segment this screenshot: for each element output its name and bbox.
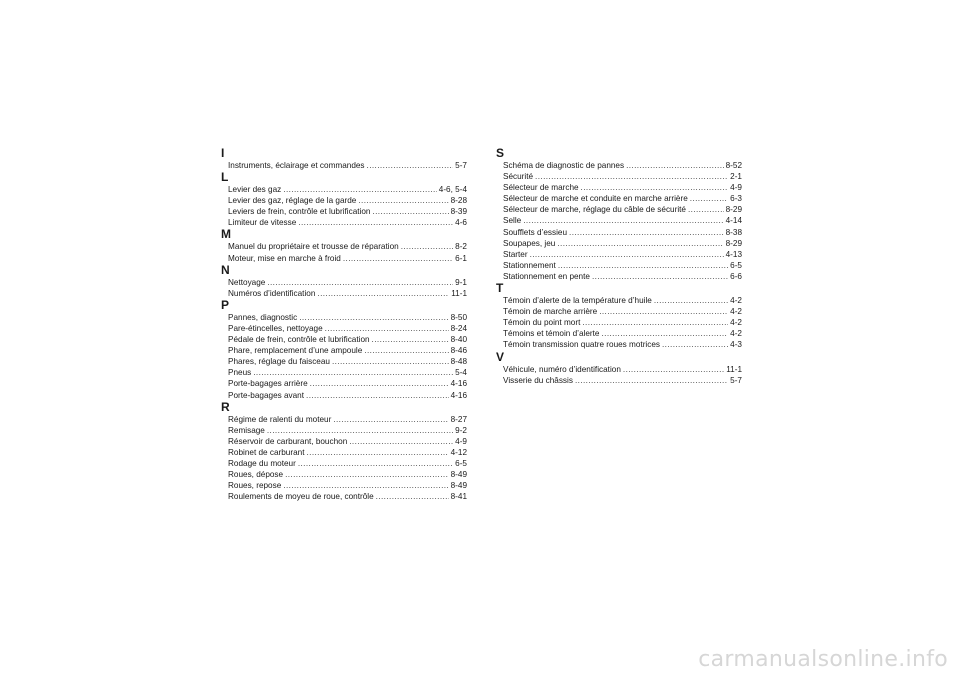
- index-entry-text: Sélecteur de marche et conduite en marche arrière: [503, 194, 688, 204]
- dot-leader: [267, 425, 453, 436]
- index-entry-page: 9-1: [455, 277, 467, 287]
- index-letter-v: V: [496, 349, 505, 364]
- index-entry-page: 6-6: [730, 271, 742, 281]
- index-entry: [496, 249, 742, 260]
- index-entry: [221, 184, 467, 195]
- dot-leader: [298, 217, 453, 228]
- index-entry-page: 8-27: [450, 414, 467, 424]
- index-entry-text: Levier des gaz: [228, 185, 282, 195]
- dot-leader: [558, 260, 728, 271]
- index-entry: [496, 306, 742, 317]
- index-entry-page: 8-38: [725, 227, 742, 237]
- dot-leader: [581, 182, 729, 193]
- index-entry-page: 8-29: [725, 205, 742, 215]
- index-entry-page: 8-52: [725, 161, 742, 170]
- index-entry: [496, 295, 742, 306]
- index-entry-page: 4-2: [730, 329, 742, 339]
- dot-leader: [690, 193, 728, 204]
- index-entry-page: 8-49: [450, 481, 467, 491]
- index-entry-text: Numéros d’identification: [228, 288, 316, 298]
- index-entry: [496, 339, 742, 350]
- index-entry: [496, 317, 742, 328]
- index-entry-text: Levier des gaz, réglage de la garde: [228, 196, 357, 206]
- index-entry: [221, 425, 467, 436]
- index-entry: [221, 356, 467, 367]
- index-entry: [496, 375, 742, 386]
- index-entry: [221, 312, 467, 323]
- index-entry-text: Limiteur de vitesse: [228, 218, 297, 228]
- dot-leader: [535, 171, 728, 182]
- index-entry-text: Pare-étincelles, nettoyage: [228, 323, 323, 333]
- index-letter-i: I: [221, 146, 225, 160]
- index-entry-text: Roues, dépose: [228, 470, 284, 480]
- index-entry: [221, 323, 467, 334]
- dot-leader: [523, 215, 723, 226]
- index-column-left: [221, 147, 467, 502]
- index-entry-page: 8-50: [450, 312, 467, 322]
- dot-leader: [310, 378, 449, 389]
- dot-leader: [299, 312, 448, 323]
- index-entry-text: Porte-bagages arrière: [228, 379, 308, 389]
- watermark: carmanualsonline.info: [698, 647, 948, 672]
- index-entry-page: 6-5: [730, 260, 742, 270]
- index-entry: [221, 277, 467, 288]
- index-entry-text: Pannes, diagnostic: [228, 312, 298, 322]
- index-entry-page: 4-2: [730, 296, 742, 306]
- index-letter-s: S: [496, 146, 505, 160]
- index-entry-text: Visserie du châssis: [503, 375, 573, 385]
- index-entry: [221, 288, 467, 299]
- dot-leader: [372, 206, 448, 217]
- dot-leader: [401, 241, 453, 252]
- index-letter-n: N: [221, 262, 230, 277]
- index-entry-page: 4-6: [455, 218, 467, 228]
- index-entry: [496, 260, 742, 271]
- index-entry-text: Régime de ralenti du moteur: [228, 414, 332, 424]
- index-entry: [496, 328, 742, 339]
- index-entry: [496, 182, 742, 193]
- index-entry-page: 8-28: [450, 196, 467, 206]
- index-entry-page: 8-2: [455, 242, 467, 252]
- index-entry-page: 5-4: [455, 368, 467, 378]
- index-entry-text: Starter: [503, 249, 528, 259]
- index-entry: [496, 204, 742, 215]
- index-column-right: [496, 147, 742, 386]
- dot-leader: [654, 295, 728, 306]
- index-entry-page: 5-7: [455, 161, 467, 170]
- index-entry-text: Véhicule, numéro d’identification: [503, 364, 621, 374]
- index-entry: [496, 238, 742, 249]
- index-entry-page: 8-46: [450, 346, 467, 356]
- dot-leader: [358, 195, 448, 206]
- dot-leader: [626, 160, 724, 171]
- index-entry: [221, 345, 467, 356]
- dot-leader: [364, 345, 448, 356]
- index-entry-text: Sélecteur de marche, réglage du câble de sécurité: [503, 205, 686, 215]
- index-entry: [221, 447, 467, 458]
- index-entry-text: Pneus: [228, 368, 252, 378]
- index-entry-page: 4-13: [725, 249, 742, 259]
- index-entry: [221, 480, 467, 491]
- dot-leader: [253, 367, 453, 378]
- index-entry-page: 8-48: [450, 357, 467, 367]
- index-entry-text: Témoin du point mort: [503, 318, 581, 328]
- index-letter-m: M: [221, 227, 231, 242]
- index-entry: [221, 469, 467, 480]
- index-entry-text: Soupapes, jeu: [503, 238, 556, 248]
- index-entry-text: Instruments, éclairage et commandes: [228, 161, 365, 170]
- dot-leader: [285, 469, 449, 480]
- index-entry: [221, 458, 467, 469]
- index-entry-text: Témoin de marche arrière: [503, 307, 598, 317]
- index-entry-text: Roues, repose: [228, 481, 282, 491]
- dot-leader: [367, 160, 454, 171]
- index-entry-page: 11-1: [726, 364, 742, 374]
- index-entry: [221, 436, 467, 447]
- index-entry-text: Remisage: [228, 425, 265, 435]
- index-entry-text: Leviers de frein, contrôle et lubrification: [228, 207, 371, 217]
- index-entry: [221, 195, 467, 206]
- dot-leader: [283, 184, 437, 195]
- dot-leader: [343, 253, 453, 264]
- dot-leader: [662, 339, 728, 350]
- index-entry: [221, 378, 467, 389]
- index-entry-page: 8-49: [450, 470, 467, 480]
- index-entry-text: Nettoyage: [228, 277, 266, 287]
- index-entry: [496, 215, 742, 226]
- index-entry: [221, 390, 467, 401]
- index-entry: [496, 171, 742, 182]
- index-entry-page: 4-6, 5-4: [438, 185, 467, 195]
- index-entry-page: 8-40: [450, 335, 467, 345]
- index-entry-page: 4-12: [450, 447, 467, 457]
- index-entry-page: 4-9: [730, 183, 742, 193]
- index-entry-text: Rodage du moteur: [228, 458, 296, 468]
- dot-leader: [349, 436, 453, 447]
- index-entry-text: Selle: [503, 216, 522, 226]
- dot-leader: [530, 249, 724, 260]
- dot-leader: [575, 375, 728, 386]
- index-entry: [221, 217, 467, 228]
- index-entry-page: 4-14: [725, 216, 742, 226]
- index-entry: [221, 367, 467, 378]
- dot-leader: [332, 356, 449, 367]
- index-entry-page: 8-41: [450, 492, 467, 502]
- index-entry-text: Robinet de carburant: [228, 447, 305, 457]
- index-entry-text: Moteur, mise en marche à froid: [228, 253, 341, 263]
- dot-leader: [557, 238, 723, 249]
- dot-leader: [372, 334, 449, 345]
- index-entry-text: Témoin d’alerte de la température d’huile: [503, 296, 652, 306]
- index-entry-text: Stationnement en pente: [503, 271, 590, 281]
- index-entry-text: Porte-bagages avant: [228, 390, 305, 400]
- index-entry-page: 6-1: [455, 253, 467, 263]
- index-entry-page: 4-3: [730, 340, 742, 350]
- index-entry: [221, 491, 467, 502]
- index-entry-text: Sélecteur de marche: [503, 183, 579, 193]
- dot-leader: [582, 317, 728, 328]
- dot-leader: [317, 288, 449, 299]
- dot-leader: [376, 491, 449, 502]
- index-entry-text: Stationnement: [503, 260, 556, 270]
- dot-leader: [283, 480, 448, 491]
- index-entry: [496, 160, 742, 171]
- index-entry-page: 4-2: [730, 318, 742, 328]
- index-entry: [221, 414, 467, 425]
- index-entry-page: 8-24: [450, 323, 467, 333]
- index-letter-t: T: [496, 281, 504, 296]
- index-entry-page: 11-1: [451, 288, 467, 298]
- index-entry-text: Témoins et témoin d’alerte: [503, 329, 600, 339]
- index-entry-page: 4-16: [450, 379, 467, 389]
- index-entry-page: 4-2: [730, 307, 742, 317]
- dot-leader: [325, 323, 449, 334]
- index-letter-p: P: [221, 297, 230, 312]
- index-entry: [496, 364, 742, 375]
- dot-leader: [569, 227, 724, 238]
- index-letter-l: L: [221, 170, 229, 185]
- dot-leader: [623, 364, 724, 375]
- dot-leader: [599, 306, 728, 317]
- index-entry-page: 8-39: [450, 207, 467, 217]
- index-entry: [496, 271, 742, 282]
- dot-leader: [306, 390, 449, 401]
- index-entry-text: Phares, réglage du faisceau: [228, 357, 330, 367]
- index-entry-text: Sécurité: [503, 172, 534, 182]
- dot-leader: [688, 204, 724, 215]
- index-entry-page: 4-9: [455, 436, 467, 446]
- index-entry: [221, 253, 467, 264]
- index-entry-text: Témoin transmission quatre roues motrices: [503, 340, 660, 350]
- index-entry: [221, 160, 467, 171]
- index-entry: [496, 227, 742, 238]
- dot-leader: [601, 328, 728, 339]
- index-entry-text: Schéma de diagnostic de pannes: [503, 161, 625, 170]
- index-entry-text: Manuel du propriétaire et trousse de réparation: [228, 242, 399, 252]
- index-entry-page: 9-2: [455, 425, 467, 435]
- index-entry-text: Phare, remplacement d’une ampoule: [228, 346, 363, 356]
- index-entry-page: 6-3: [730, 194, 742, 204]
- index-entry-text: Roulements de moyeu de roue, contrôle: [228, 492, 374, 502]
- index-entry-page: 4-16: [450, 390, 467, 400]
- index-letter-r: R: [221, 399, 230, 414]
- dot-leader: [333, 414, 448, 425]
- index-entry: [221, 206, 467, 217]
- index-entry: [221, 334, 467, 345]
- index-entry: [221, 241, 467, 252]
- index-entry-text: Soufflets d’essieu: [503, 227, 568, 237]
- index-entry-text: Pédale de frein, contrôle et lubrification: [228, 335, 370, 345]
- dot-leader: [592, 271, 728, 282]
- index-entry-page: 2-1: [730, 172, 742, 182]
- index-entry: [496, 193, 742, 204]
- index-entry-page: 8-29: [725, 238, 742, 248]
- index-entry-page: 6-5: [455, 458, 467, 468]
- index-entry-text: Réservoir de carburant, bouchon: [228, 436, 348, 446]
- dot-leader: [306, 447, 448, 458]
- index-entry-page: 5-7: [730, 375, 742, 385]
- dot-leader: [267, 277, 453, 288]
- dot-leader: [298, 458, 453, 469]
